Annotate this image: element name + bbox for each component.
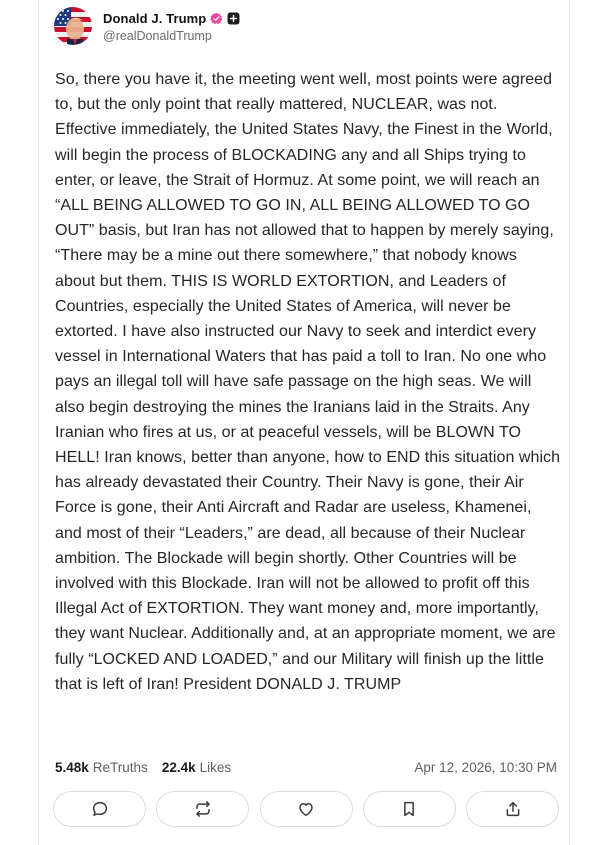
like-button[interactable] (260, 791, 353, 827)
comment-icon (91, 800, 109, 818)
author-handle[interactable]: @realDonaldTrump (103, 29, 212, 43)
share-button[interactable] (466, 791, 559, 827)
author-name-row (103, 9, 240, 27)
likes-count: 22.4k (161, 759, 196, 775)
post-card (38, 0, 570, 845)
retruths-label: ReTruths (92, 759, 148, 775)
flag-avatar-icon[interactable] (54, 7, 92, 45)
likes-stat[interactable] (162, 760, 231, 775)
heart-icon (297, 800, 315, 818)
post-header (54, 6, 240, 46)
author-display-name[interactable]: Donald J. Trump (103, 10, 207, 26)
bookmark-icon (400, 800, 418, 818)
retruths-stat[interactable] (55, 760, 148, 775)
reply-button[interactable] (53, 791, 146, 827)
repost-icon (194, 800, 212, 818)
post-body-text: So, there you have it, the meeting went well, most points were agreed to, but the only point that really mattered, NUCLEAR, was not. Effective immediately, the United States Navy, the Finest in the World, will begin the process of BLOCKADING any and all Ships trying to enter, or leave, the Strait of Hormuz. At some point, we will reach an “ALL BEING ALLOWED TO GO IN, ALL BEING ALLOWED TO GO OUT” basis, but Iran has not allowed that to happen by merely saying, “There may be a mine out there somewhere,” that nobody knows about but them. THIS IS WORLD EXTORTION, and Leaders of Countries, especially the United States of America, will never be extorted. I have also instructed our Navy to seek and interdict every vessel in International Waters that has paid a toll to Iran. No one who pays an illegal toll will have safe passage on the high seas. We will also begin destroying the mines the Iranians laid in the Straits. Any Iranian who fires at us, or at peaceful vessels, will be BLOWN TO HELL! Iran knows, better than anyone, how to END this situation which has already devastated their Country. Their Navy is gone, their Air Force is gone, their Anti Aircraft and Radar are useless, Khamenei, and most of their “Leaders,” are dead, all because of their Nuclear ambition. The Blockade will begin shortly. Other Countries will be involved with this Blockade. Iran will not be allowed to profit off this Illegal Act of EXTORTION. They want money and, more importantly, they want Nuclear. Additionally and, at an appropriate moment, we are fully “LOCKED AND LOADED,” and our Military will finish up the little that is left of Iran! President DONALD J. TRUMP (55, 71, 565, 693)
bookmark-button[interactable] (363, 791, 456, 827)
retruths-count: 5.48k (55, 759, 89, 775)
share-icon (504, 800, 522, 818)
post-timestamp[interactable]: Apr 12, 2026, 10:30 PM (414, 759, 557, 775)
post-action-bar (53, 791, 559, 829)
follow-plus-icon[interactable] (227, 12, 240, 25)
author-identity (103, 9, 240, 43)
verified-badge-icon (210, 12, 223, 25)
post-stats (55, 757, 557, 777)
retruth-button[interactable] (156, 791, 249, 827)
likes-label: Likes (199, 759, 232, 775)
